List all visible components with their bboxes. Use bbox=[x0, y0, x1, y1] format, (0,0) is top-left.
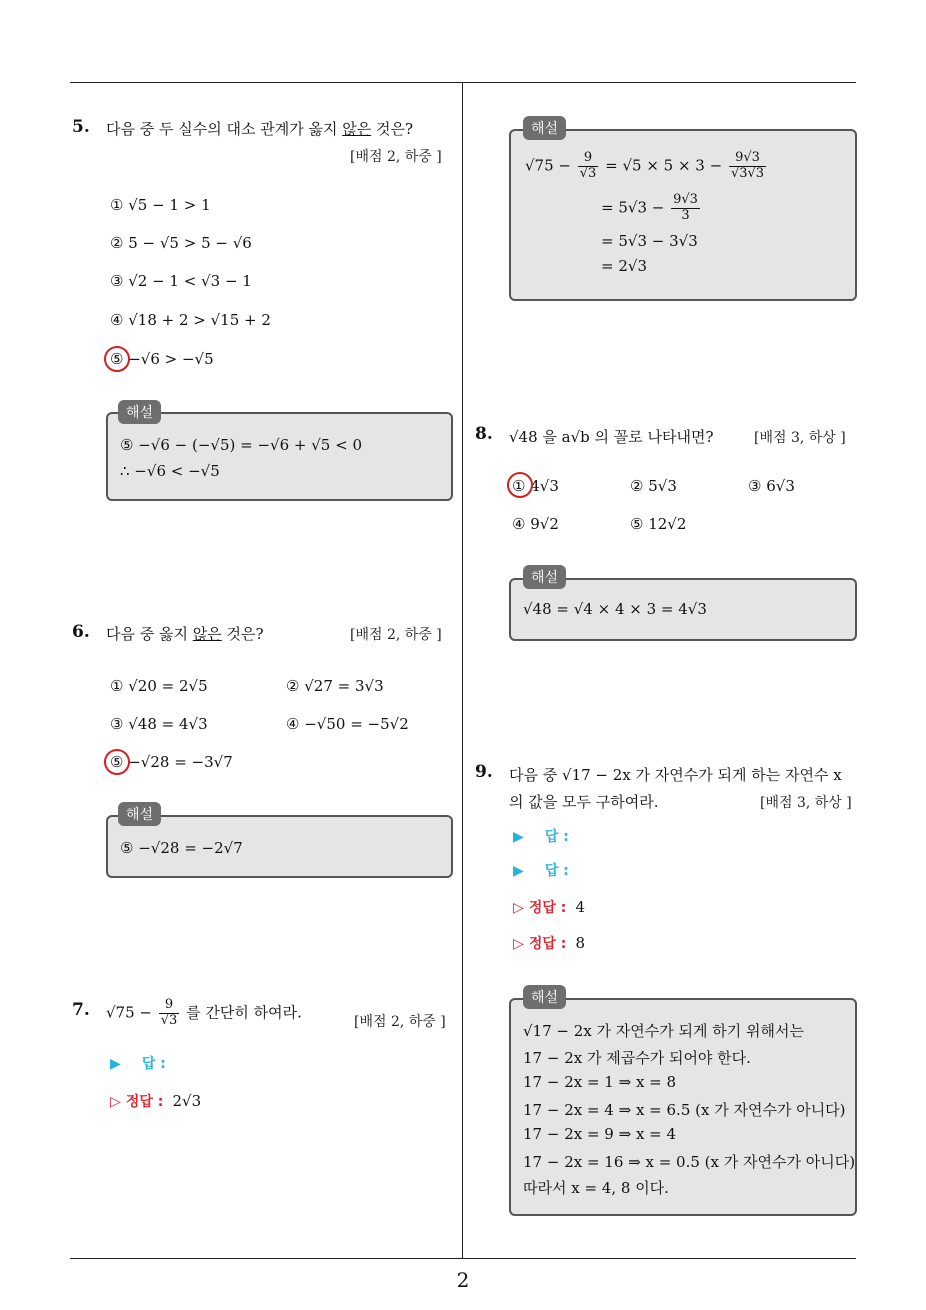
column-divider bbox=[462, 82, 463, 1259]
q5-choice-2[interactable]: ② 5 − √5 > 5 − √6 bbox=[110, 234, 252, 252]
q7-sol-expr: √75 − bbox=[525, 156, 571, 175]
header-rule bbox=[70, 82, 856, 83]
q7-solution-tag: 해설 bbox=[523, 116, 566, 140]
q5-choice-4[interactable]: ④ √18 + 2 > √15 + 2 bbox=[110, 311, 271, 329]
question-6-text bbox=[106, 623, 264, 644]
q9-answer-row-1[interactable] bbox=[513, 826, 569, 846]
q7-correct-value: 2√3 bbox=[172, 1092, 202, 1110]
q9-correct-label-2: 정답 : bbox=[528, 936, 567, 952]
q9-correct-row-2 bbox=[513, 933, 585, 953]
q9-solution-tag: 해설 bbox=[523, 985, 566, 1009]
q6-choice-4[interactable]: ④ −√50 = −5√2 bbox=[286, 715, 409, 733]
q9-solution-line-3: 17 − 2x = 1 ⇒ x = 8 bbox=[523, 1073, 677, 1091]
question-7-number: 7. bbox=[72, 1000, 90, 1020]
question-7-text bbox=[106, 998, 302, 1029]
question-8-meta: [배점 3, 하상 ] bbox=[754, 430, 846, 446]
q8-choice-4[interactable]: ④ 9√2 bbox=[512, 515, 559, 533]
q7-answer-row[interactable] bbox=[110, 1053, 166, 1073]
q7-sol-frac-a-num: 9 bbox=[578, 151, 599, 167]
outline-triangle-icon: ▷ bbox=[513, 900, 524, 916]
q7-sol-step-2: = 5√3 − bbox=[601, 198, 665, 217]
q5-choice-1[interactable]: ① √5 − 1 > 1 bbox=[110, 196, 211, 214]
question-6-number: 6. bbox=[72, 622, 90, 642]
q9-solution-line-2: 17 − 2x 가 제곱수가 되어야 한다. bbox=[523, 1049, 751, 1067]
q6-choice-5[interactable]: ⑤ −√28 = −3√7 bbox=[110, 753, 233, 771]
footer-rule bbox=[70, 1258, 856, 1259]
question-7-meta: [배점 2, 하중 ] bbox=[354, 1014, 446, 1030]
q7-sol-fraction-a bbox=[578, 151, 599, 182]
q6-choice-3[interactable]: ③ √48 = 4√3 bbox=[110, 715, 208, 733]
question-5-underlined: 않은 bbox=[342, 120, 372, 138]
q8-choice-1[interactable]: ① 4√3 bbox=[512, 477, 559, 495]
q9-correct-value-2: 8 bbox=[575, 934, 586, 952]
q9-solution-line-4: 17 − 2x = 4 ⇒ x = 6.5 (x 가 자연수가 아니다) bbox=[523, 1101, 846, 1119]
q7-solution-line-3: = 5√3 − 3√3 bbox=[601, 232, 698, 250]
q9-solution-box bbox=[509, 998, 857, 1216]
q9-answer-label-2: 답 : bbox=[544, 863, 569, 879]
q7-sol-frac-a-den: √3 bbox=[579, 165, 597, 181]
question-9-meta: [배점 3, 하상 ] bbox=[760, 795, 852, 811]
q5-solution-line-1: ⑤ −√6 − (−√5) = −√6 + √5 < 0 bbox=[120, 436, 362, 454]
q9-answer-label-1: 답 : bbox=[544, 829, 569, 845]
question-6-text-a: 다음 중 옳지 bbox=[106, 625, 193, 643]
q8-choice-2[interactable]: ② 5√3 bbox=[630, 477, 677, 495]
red-circle-icon bbox=[104, 346, 130, 372]
q7-sol-frac-c-den: 3 bbox=[681, 207, 690, 223]
play-triangle-icon: ▶ bbox=[513, 829, 524, 845]
q8-choice-5[interactable]: ⑤ 12√2 bbox=[630, 515, 687, 533]
red-circle-icon bbox=[507, 472, 533, 498]
q7-solution-line-1 bbox=[525, 151, 768, 182]
question-5-text-a: 다음 중 두 실수의 대소 관계가 옳지 bbox=[106, 120, 343, 138]
question-7-frac-den: √3 bbox=[160, 1012, 178, 1028]
play-triangle-icon: ▶ bbox=[110, 1056, 121, 1072]
outline-triangle-icon: ▷ bbox=[110, 1094, 121, 1110]
q9-answer-row-2[interactable] bbox=[513, 860, 569, 880]
q5-solution-box bbox=[106, 412, 453, 501]
question-7-text-tail: 를 간단히 하여라. bbox=[181, 1003, 302, 1022]
q8-solution-tag: 해설 bbox=[523, 565, 566, 589]
q6-solution-tag: 해설 bbox=[118, 802, 161, 826]
page-number: 2 bbox=[456, 1268, 470, 1292]
question-7-fraction bbox=[159, 998, 180, 1029]
q9-solution-line-1: √17 − 2x 가 자연수가 되게 하기 위해서는 bbox=[523, 1022, 804, 1040]
q7-correct-row bbox=[110, 1091, 201, 1111]
q9-correct-value-1: 4 bbox=[575, 898, 586, 916]
question-8-text: √48 을 a√b 의 꼴로 나타내면? bbox=[509, 428, 714, 446]
question-8-number: 8. bbox=[475, 424, 493, 444]
q7-sol-fraction-b bbox=[729, 151, 766, 182]
q6-choice-1[interactable]: ① √20 = 2√5 bbox=[110, 677, 208, 695]
q7-solution-line-4: = 2√3 bbox=[601, 257, 647, 275]
outline-triangle-icon: ▷ bbox=[513, 936, 524, 952]
q8-solution-line-1: √48 = √4 × 4 × 3 = 4√3 bbox=[523, 600, 707, 618]
q6-choice-2[interactable]: ② √27 = 3√3 bbox=[286, 677, 384, 695]
q5-choice-3[interactable]: ③ √2 − 1 < √3 − 1 bbox=[110, 272, 252, 290]
q7-sol-step-1: = √5 × 5 × 3 − bbox=[605, 156, 723, 175]
question-5-text bbox=[106, 118, 413, 139]
question-6-meta: [배점 2, 하중 ] bbox=[350, 627, 442, 643]
q9-solution-line-7: 따라서 x = 4, 8 이다. bbox=[523, 1179, 669, 1197]
play-triangle-icon: ▶ bbox=[513, 863, 524, 879]
q9-solution-line-6: 17 − 2x = 16 ⇒ x = 0.5 (x 가 자연수가 아니다) bbox=[523, 1153, 856, 1171]
q7-correct-label: 정답 : bbox=[125, 1094, 164, 1110]
q9-solution-line-5: 17 − 2x = 9 ⇒ x = 4 bbox=[523, 1125, 677, 1143]
question-9-text-line-2: 의 값을 모두 구하여라. bbox=[509, 793, 659, 811]
question-5-text-b: 것은? bbox=[371, 120, 414, 138]
q7-sol-frac-b-num: 9√3 bbox=[729, 151, 766, 167]
q7-sol-fraction-c bbox=[671, 193, 700, 224]
q5-solution-line-2: ∴ −√6 < −√5 bbox=[120, 462, 220, 480]
q7-answer-label: 답 : bbox=[141, 1056, 166, 1072]
q6-solution-line-1: ⑤ −√28 = −2√7 bbox=[120, 839, 243, 857]
q5-solution-tag: 해설 bbox=[118, 400, 161, 424]
q7-sol-frac-c-num: 9√3 bbox=[673, 192, 698, 207]
q7-sol-frac-b-den: √3√3 bbox=[730, 165, 765, 181]
question-7-frac-num: 9 bbox=[159, 998, 180, 1014]
question-6-text-b: 것은? bbox=[221, 625, 264, 643]
question-9-number: 9. bbox=[475, 762, 493, 782]
q7-solution-box bbox=[509, 129, 857, 301]
question-5-number: 5. bbox=[72, 117, 90, 137]
q7-solution-line-2 bbox=[601, 193, 702, 224]
q8-choice-3[interactable]: ③ 6√3 bbox=[748, 477, 795, 495]
question-7-expr: √75 − bbox=[106, 1003, 152, 1022]
question-9-text-line-1: 다음 중 √17 − 2x 가 자연수가 되게 하는 자연수 x bbox=[509, 766, 842, 784]
q5-choice-5[interactable]: ⑤ −√6 > −√5 bbox=[110, 350, 214, 368]
q9-correct-label-1: 정답 : bbox=[528, 900, 567, 916]
question-5-meta: [배점 2, 하중 ] bbox=[350, 149, 442, 165]
question-6-underlined: 않은 bbox=[192, 625, 222, 643]
q9-correct-row-1 bbox=[513, 897, 585, 917]
red-circle-icon bbox=[104, 749, 130, 775]
